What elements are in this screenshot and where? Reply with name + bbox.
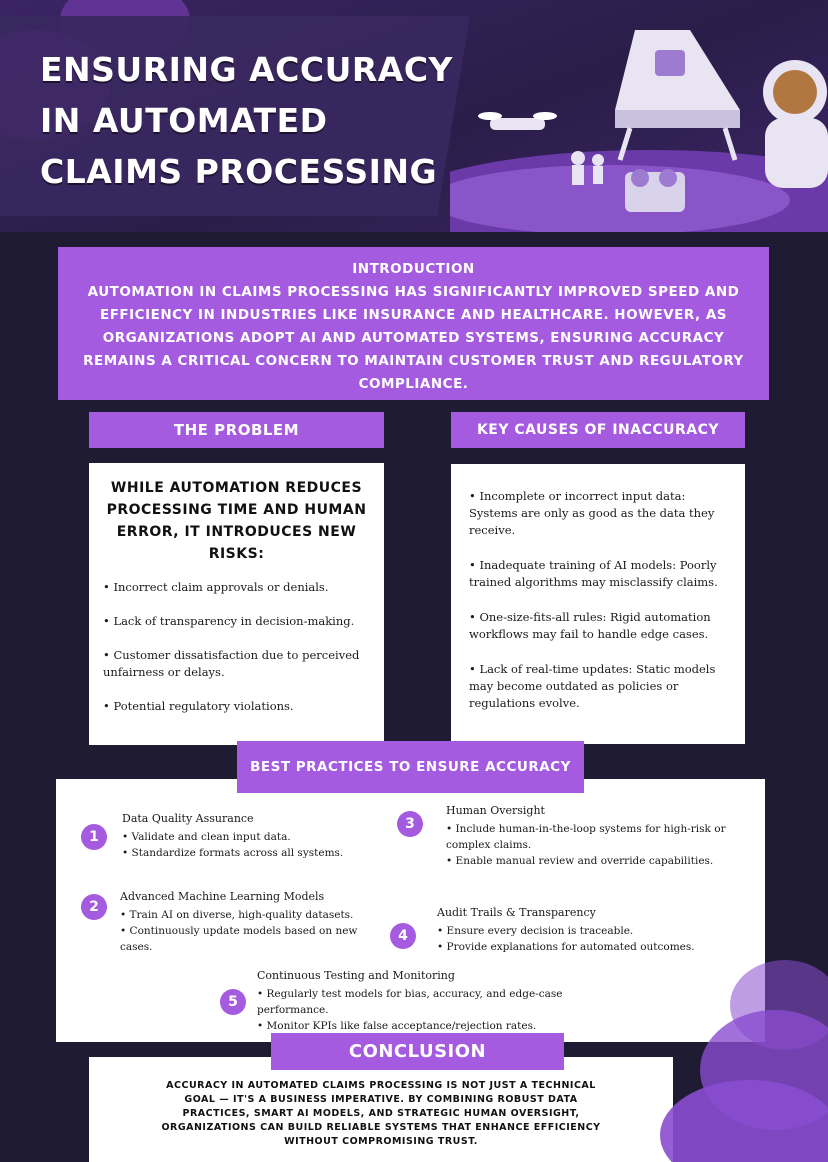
best-practices-heading-tab — [237, 741, 584, 793]
list-item: • Potential regulatory violations. — [103, 699, 294, 713]
problem-heading: THE PROBLEM — [173, 421, 300, 439]
problem-card — [89, 463, 384, 745]
list-item: • Include human-in-the-loop systems for high-risk or complex claims. — [446, 823, 726, 851]
list-item: • Standardize formats across all systems. — [122, 847, 344, 859]
step-number-badge: 1 — [81, 824, 107, 850]
problem-list — [103, 579, 370, 715]
conclusion-card — [89, 1057, 673, 1162]
step-number-badge: 3 — [397, 811, 423, 837]
causes-card — [451, 464, 745, 744]
lander-icon — [615, 30, 740, 160]
page-title: ENSURING ACCURACY IN AUTOMATED CLAIMS PROCESSING — [40, 50, 453, 191]
purple-cloud-decoration — [660, 1080, 828, 1162]
conclusion-heading-tab — [271, 1033, 564, 1070]
causes-list — [469, 488, 727, 712]
introduction-section — [58, 247, 769, 400]
step-number-badge: 2 — [81, 894, 107, 920]
practice-title: Human Oversight — [446, 804, 545, 817]
list-item: • Enable manual review and override capabilities. — [446, 855, 714, 867]
causes-heading-tab — [451, 412, 745, 448]
introduction-body: AUTOMATION IN CLAIMS PROCESSING HAS SIGNIFICANTLY IMPROVED SPEED AND EFFICIENCY IN INDUSTRIES LIKE INSURANCE AND HEALTHCARE. HOWEVER, AS ORGANIZATIONS ADOPT AI AND AUTOMATED SYSTEMS, ENSURING ACCURACY REMAINS A CRITICAL CONCERN TO MAINTAIN CUSTOMER TRUST AND REGULATORY COMPLIANCE. — [83, 284, 744, 392]
list-item: • Lack of transparency in decision-making. — [103, 614, 355, 628]
practice-title: Audit Trails & Transparency — [437, 906, 596, 919]
list-item: • Train AI on diverse, high-quality datasets. — [120, 909, 354, 921]
step-number-badge: 5 — [220, 989, 246, 1015]
list-item: • Customer dissatisfaction due to perceived unfairness or delays. — [103, 648, 360, 679]
list-item: • Validate and clean input data. — [122, 831, 291, 843]
practice-points — [446, 821, 746, 869]
astronaut-icon — [763, 60, 828, 188]
problem-heading-tab — [89, 412, 384, 448]
best-practices-heading: BEST PRACTICES TO ENSURE ACCURACY — [250, 759, 571, 775]
drone-icon — [478, 112, 557, 130]
rover-icon — [625, 169, 685, 212]
list-item: • Monitor KPIs like false acceptance/rejection rates. — [257, 1020, 537, 1032]
practice-item — [437, 906, 737, 955]
list-item: • Lack of real-time updates: Static models may become outdated as policies or regulations evolve. — [469, 662, 716, 710]
conclusion-heading: CONCLUSION — [348, 1041, 487, 1062]
best-practices-card — [56, 779, 765, 1042]
practice-points — [122, 829, 382, 861]
practice-item — [446, 804, 746, 869]
step-number-badge: 4 — [390, 923, 416, 949]
practice-points — [437, 923, 737, 955]
list-item: • Incorrect claim approvals or denials. — [103, 580, 329, 594]
header-banner — [0, 0, 828, 232]
causes-heading: KEY CAUSES OF INACCURACY — [476, 422, 720, 438]
conclusion-body: ACCURACY IN AUTOMATED CLAIMS PROCESSING IS NOT JUST A TECHNICAL GOAL — IT'S A BUSINESS IMPERATIVE. BY COMBINING ROBUST DATA PRACTICES, SMART AI MODELS, AND STRATEGIC HUMAN OVERSIGHT, ORGANIZATIONS CAN BUILD RELIABLE SYSTEMS THAT ENHANCE EFFICIENCY WITHOUT COMPROMISING TRUST. — [161, 1080, 601, 1147]
list-item: • Continuously update models based on new cases. — [120, 925, 358, 953]
list-item: • Inadequate training of AI models: Poorly trained algorithms may misclassify claims. — [469, 558, 718, 589]
list-item: • Provide explanations for automated outcomes. — [437, 941, 695, 953]
practice-points — [120, 907, 360, 955]
list-item: • Incomplete or incorrect input data: Systems are only as good as the data they receive. — [469, 489, 715, 537]
list-item: • Ensure every decision is traceable. — [437, 925, 634, 937]
space-scene-illustration — [450, 0, 828, 232]
practice-item — [257, 969, 637, 1034]
problem-lead: WHILE AUTOMATION REDUCES PROCESSING TIME AND HUMAN ERROR, IT INTRODUCES NEW RISKS: — [106, 480, 367, 562]
practice-points — [257, 986, 637, 1034]
introduction-heading: INTRODUCTION — [352, 261, 475, 277]
practice-item — [120, 890, 360, 955]
practice-item — [122, 812, 382, 861]
list-item: • One-size-fits-all rules: Rigid automation workflows may fail to handle edge cases. — [469, 610, 711, 641]
practice-title: Advanced Machine Learning Models — [120, 890, 325, 903]
practice-title: Continuous Testing and Monitoring — [257, 969, 455, 982]
list-item: • Regularly test models for bias, accuracy, and edge-case performance. — [257, 988, 563, 1016]
practice-title: Data Quality Assurance — [122, 812, 254, 825]
